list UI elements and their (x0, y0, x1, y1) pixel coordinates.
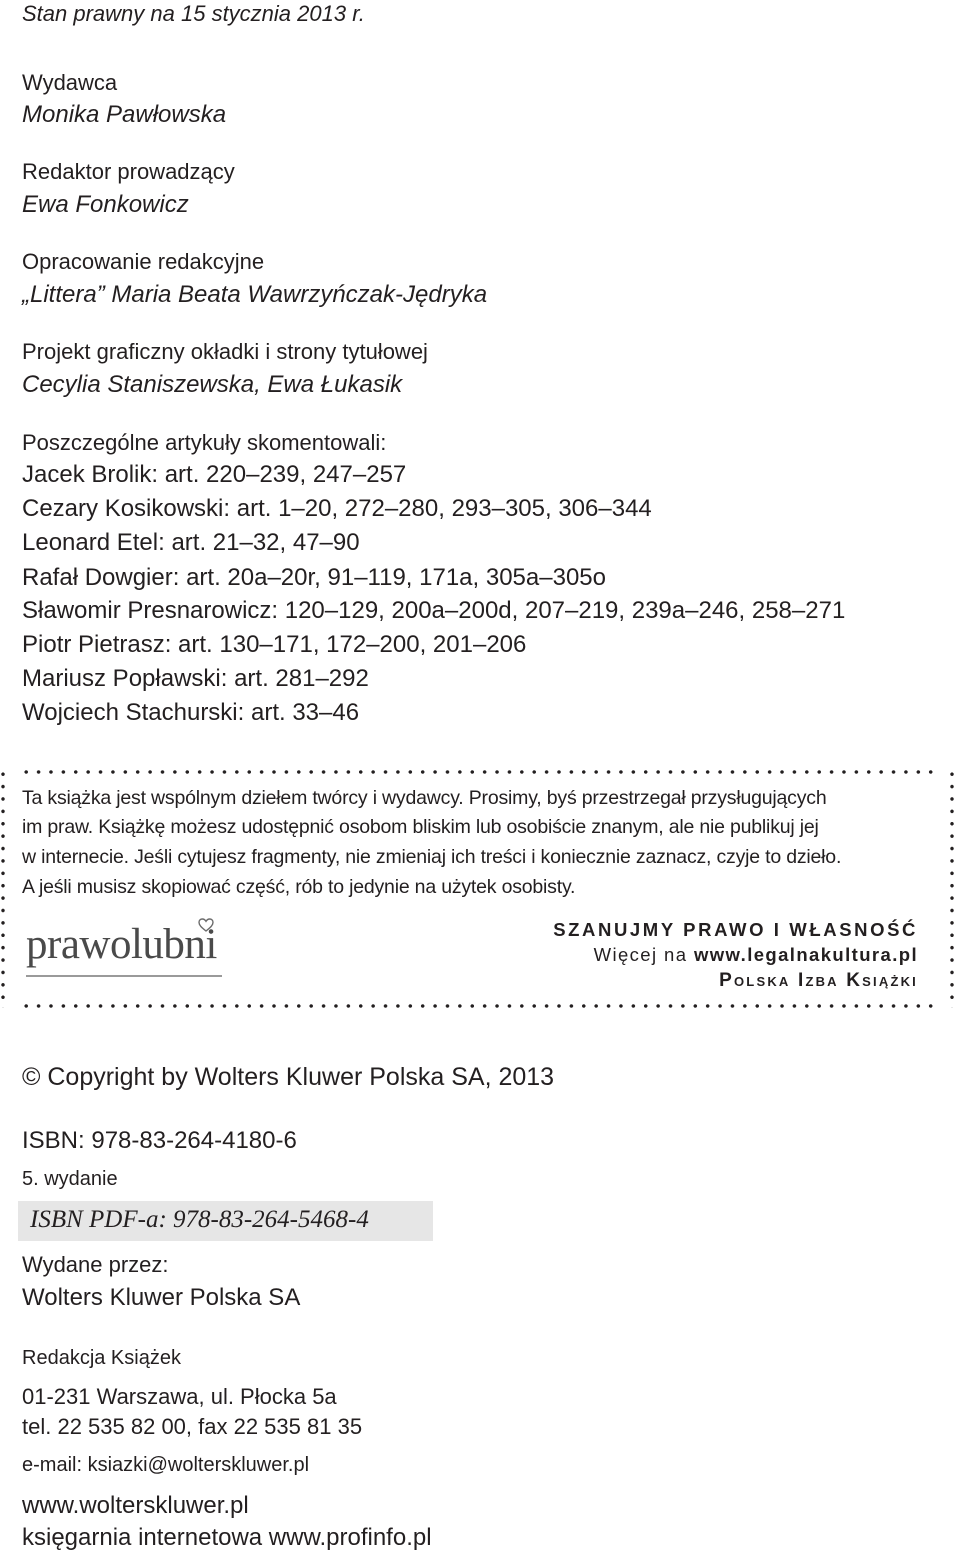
notice-text-line: im praw. Książkę możesz udostępnić osobom bliskim lub osobiście znanym, ale nie publikuj jej (22, 816, 819, 838)
heart-icon (198, 918, 214, 932)
notice-text-line: A jeśli musisz skopiować część, rób to jedynie na użytek osobisty. (22, 876, 576, 898)
org-name: Polska Izba Książki (719, 970, 918, 991)
copyright: © Copyright by Wolters Kluwer Polska SA, 2013 (22, 1063, 555, 1091)
bookstore-link[interactable]: księgarnia internetowa www.profinfo.pl (22, 1524, 432, 1551)
address: 01-231 Warszawa, ul. Płocka 5a (22, 1384, 337, 1409)
credit-name-managing-editor: Ewa Fonkowicz (22, 191, 189, 218)
dotted-border-right (950, 768, 954, 1008)
credit-name-editorial: „Littera” Maria Beata Wawrzyńczak-Jędryka (22, 281, 488, 308)
logo-underline (26, 975, 222, 977)
more-prefix: Więcej na (593, 944, 694, 965)
notice-text-line: w internecie. Jeśli cytujesz fragmenty, nie zmieniaj ich treści i koniecznie zaznacz, czyje to dzieło. (22, 846, 842, 868)
commentator-entry: Mariusz Popławski: art. 281–292 (22, 665, 369, 692)
commentator-entry: Cezary Kosikowski: art. 1–20, 272–280, 293–305, 306–344 (22, 495, 652, 522)
website-link[interactable]: www.wolterskluwer.pl (22, 1492, 249, 1519)
credit-name-design: Cecylia Staniszewska, Ewa Łukasik (22, 371, 403, 398)
dotted-border-left (1, 768, 5, 1008)
credit-role-publisher: Wydawca (22, 70, 118, 95)
email[interactable]: e-mail: ksiazki@wolterskluwer.pl (22, 1454, 310, 1476)
isbn-pdf: ISBN PDF-a: 978-83-264-5468-4 (30, 1206, 369, 1233)
publisher-name: Wolters Kluwer Polska SA (22, 1284, 301, 1311)
isbn: ISBN: 978-83-264-4180-6 (22, 1127, 297, 1154)
status-line: Stan prawny na 15 stycznia 2013 r. (22, 1, 365, 26)
credit-role-design: Projekt graficzny okładki i strony tytułowej (22, 339, 428, 364)
published-by-label: Wydane przez: (22, 1252, 169, 1277)
commentator-entry: Sławomir Presnarowicz: 120–129, 200a–200d, 207–219, 239a–246, 258–271 (22, 597, 846, 624)
department: Redakcja Książek (22, 1347, 181, 1369)
more-info (594, 944, 918, 966)
commentator-entry: Leonard Etel: art. 21–32, 47–90 (22, 529, 360, 556)
phone: tel. 22 535 82 00, fax 22 535 81 35 (22, 1414, 363, 1439)
legalnakultura-link[interactable]: www.legalnakultura.pl (693, 944, 918, 965)
dotted-border-top (20, 770, 940, 774)
notice-text-line: Ta książka jest wspólnym dziełem twórcy i wydawcy. Prosimy, byś przestrzegał przysługujących (22, 787, 827, 809)
credit-role-managing-editor: Redaktor prowadzący (22, 159, 235, 184)
commentator-entry: Wojciech Stachurski: art. 33–46 (22, 699, 360, 726)
slogan: SZANUJMY PRAWO I WŁASNOŚĆ (553, 919, 918, 940)
commentator-entry: Rafał Dowgier: art. 20a–20r, 91–119, 171a, 305a–305o (22, 564, 606, 591)
commentator-entry: Piotr Pietrasz: art. 130–171, 172–200, 201–206 (22, 631, 527, 658)
dotted-border-bottom (20, 1004, 940, 1008)
credit-role-editorial: Opracowanie redakcyjne (22, 249, 265, 274)
prawolubni-logo: prawolubni (26, 921, 217, 968)
edition: 5. wydanie (22, 1168, 118, 1190)
commentators-heading: Poszczególne artykuły skomentowali: (22, 430, 387, 455)
credit-name-publisher: Monika Pawłowska (22, 101, 227, 128)
commentator-entry: Jacek Brolik: art. 220–239, 247–257 (22, 461, 407, 488)
